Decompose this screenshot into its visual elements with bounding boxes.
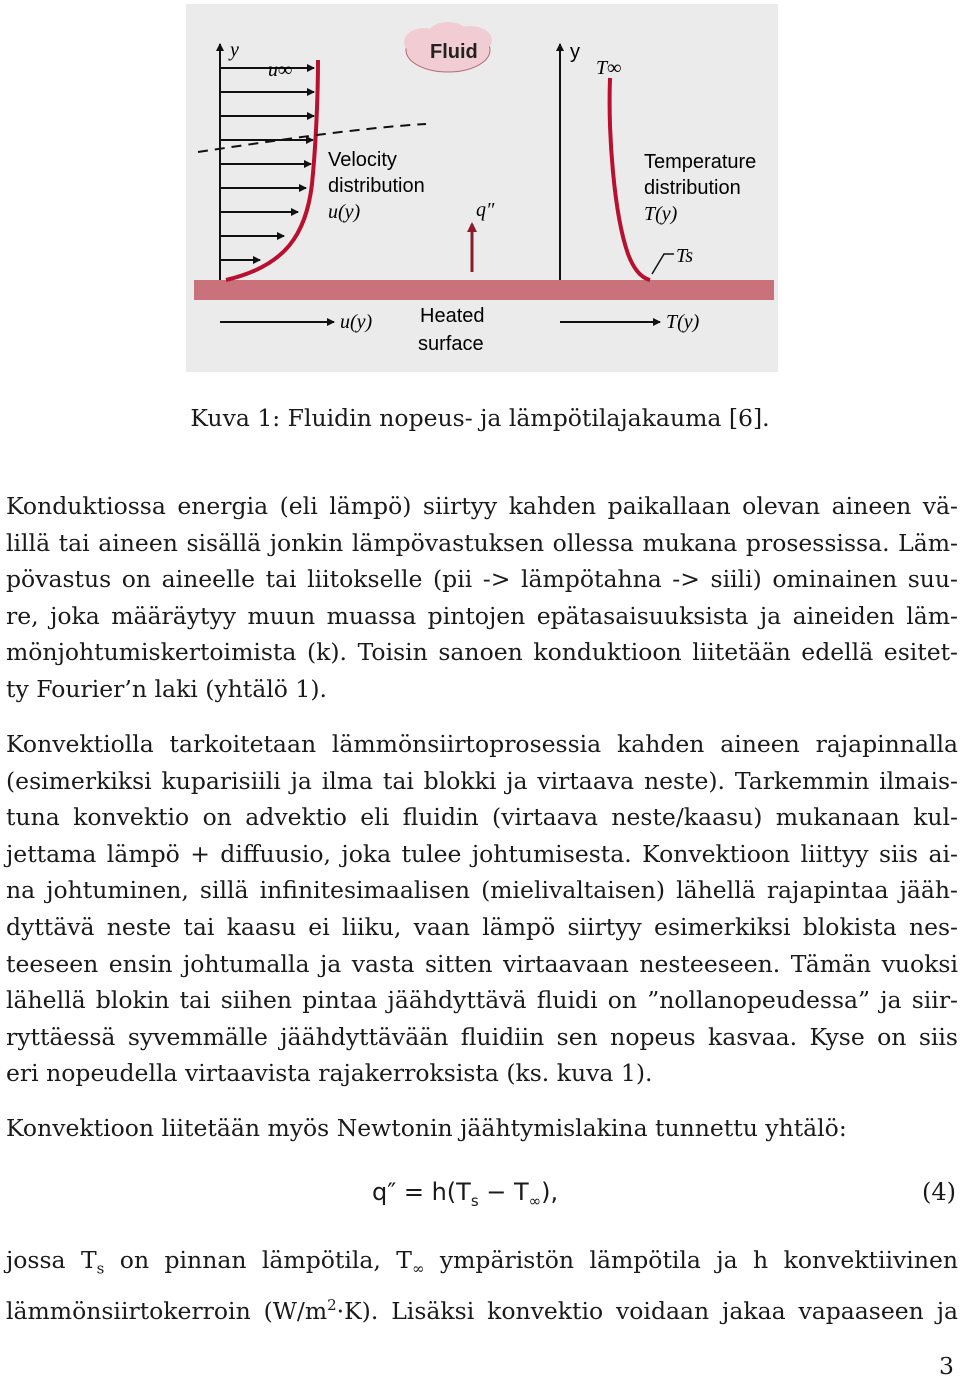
text-line: teeseen ensin johtumalla ja vasta sitten virtaavaan nesteeseen. Tämän vuoksi <box>6 949 958 978</box>
u-y-curve-label: u(y) <box>328 201 361 223</box>
left-y-label: y <box>230 39 239 61</box>
paragraph-symbols <box>6 1242 958 1330</box>
figure-caption: Kuva 1: Fluidin nopeus- ja lämpötilajakauma [6]. <box>190 404 770 432</box>
ts-leader-line <box>652 254 674 274</box>
t-inf-label: T∞ <box>596 57 622 79</box>
u-y-axis-label: u(y) <box>340 311 373 333</box>
u-inf-label: u∞ <box>268 59 293 81</box>
text-line: pövastus on aineelle tai liitokselle (pii -> lämpötahna -> siili) ominainen suu- <box>6 565 958 594</box>
text-line: mönjohtumiskertoimista (k). Toisin sanoen konduktioon liitetään edellä esitet- <box>6 638 958 667</box>
text-line: jossa $T_s$ on pinnan lämpötila, $T_\infty$ ympäristön lämpötila ja h konvektiivinen <box>6 1246 959 1278</box>
equation-newton-cooling <box>0 1176 960 1216</box>
text-line: na johtuminen, sillä infinitesimaalisen (mielivaltaisen) lähellä rajapintaa jääh- <box>6 876 958 905</box>
paragraph-newton-intro <box>6 1110 958 1147</box>
equation-body: $q'' = h(T_s - T_\infty)$, <box>372 1178 559 1210</box>
text-line: re, joka määräytyy muun muassa pintojen epätasaisuuksista ja aineiden läm- <box>6 601 958 630</box>
velocity-distribution-line2: distribution <box>328 175 425 197</box>
text-line: eri nopeudella virtaavista rajakerroksista (ks. kuva 1). <box>6 1059 653 1088</box>
text-line: lillä tai aineen sisällä jonkin lämpövastuksen ollessa mukana prosessissa. Läm- <box>6 528 958 557</box>
text-line: (esimerkiksi kuparisiili ja ilma tai blokki ja virtaava neste). Tarkemmin ilmais- <box>6 766 958 795</box>
temperature-distribution-line1: Temperature <box>644 151 757 173</box>
t-y-curve-label: T(y) <box>644 203 678 225</box>
figure-velocity-temperature <box>186 4 778 372</box>
equation-number: (4) <box>922 1178 956 1206</box>
text-line: Konduktiossa energia (eli lämpö) siirtyy kahden paikallaan olevan aineen vä- <box>6 492 958 520</box>
text-line: lämmönsiirtokerroin $(W/m^2\cdot K)$. Lisäksi konvektio voidaan jakaa vapaaseen ja <box>6 1296 958 1326</box>
heated-surface-line1: Heated <box>420 305 485 327</box>
velocity-distribution-line1: Velocity <box>328 149 397 171</box>
boundary-layer-dashed-line <box>198 124 426 152</box>
q-flux-label: q″ <box>476 199 495 221</box>
text-line: dyttävä neste tai kaasu ei liiku, vaan lämpö siirtyy esimerkiksi blokista nes- <box>6 912 958 941</box>
fluid-label: Fluid <box>430 41 478 63</box>
text-line: jettama lämpö + diffuusio, joka tulee johtumisesta. Konvektioon liittyy siis ai- <box>6 839 958 868</box>
text-line: lähellä blokin tai siihen pintaa jäähdyttävä fluidi on ”nollanopeudessa” ja siir- <box>6 986 958 1015</box>
right-y-label: y <box>570 41 580 63</box>
ts-label: Ts <box>676 245 694 267</box>
text-line: tuna konvektio on advektio eli fluidin (virtaava neste/kaasu) mukanaan kul- <box>6 803 958 832</box>
paragraph-conduction <box>6 488 958 708</box>
text-line: ty Fourier’n laki (yhtälö 1). <box>6 674 327 703</box>
paragraph-convection <box>6 726 958 1092</box>
fluid-cloud <box>404 22 492 72</box>
heated-surface-band <box>194 280 774 300</box>
page-number: 3 <box>939 1352 954 1380</box>
text-line: Konvektiolla tarkoitetaan lämmönsiirtoprosessia kahden aineen rajapinnalla <box>6 730 958 758</box>
heated-surface-line2: surface <box>418 333 484 355</box>
temperature-distribution-line2: distribution <box>644 177 741 199</box>
text-line: Konvektioon liitetään myös Newtonin jäähtymislakina tunnettu yhtälö: <box>6 1114 847 1142</box>
t-y-axis-label: T(y) <box>666 311 700 333</box>
boundary-layer-diagram <box>186 4 778 372</box>
text-line: ryttäessä syvemmälle jäähdyttävään fluidiin sen nopeus kasvaa. Kyse on siis <box>6 1022 958 1051</box>
